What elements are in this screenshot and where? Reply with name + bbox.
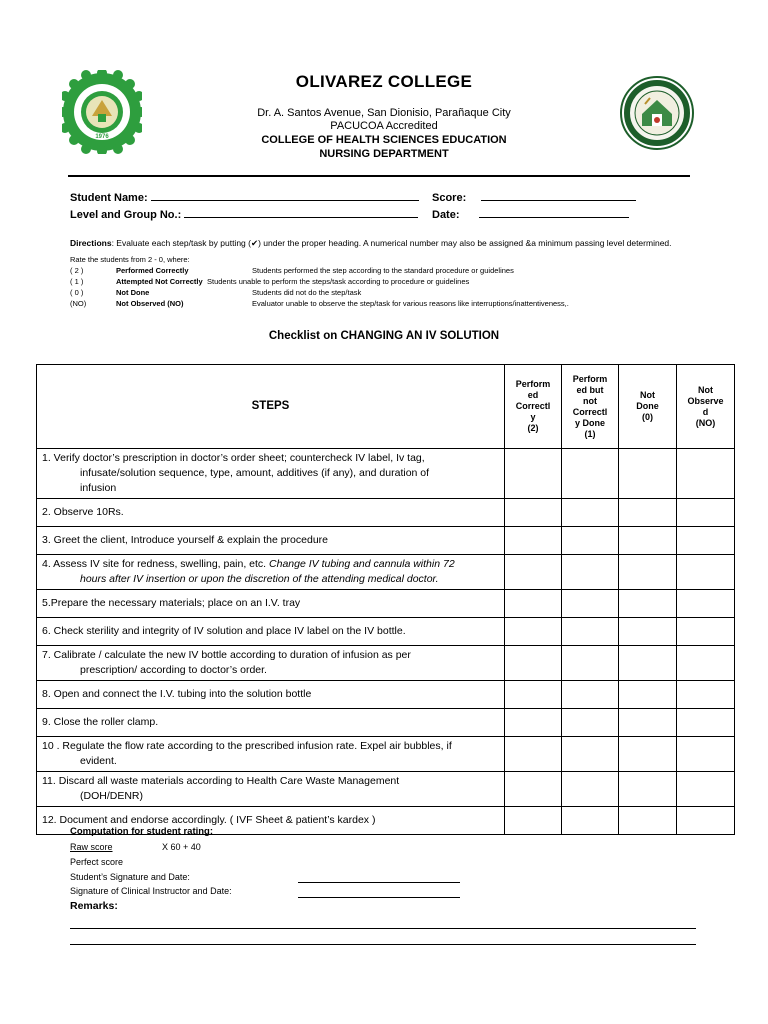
student-name-label: Student Name:: [70, 192, 148, 204]
instructor-signature-label: Signature of Clinical Instructor and Date:: [70, 886, 232, 896]
step-text: hours after IV insertion or upon the discretion of the attending medical doctor.: [80, 573, 439, 585]
header-line: (2): [527, 423, 539, 433]
step-text: 5.Prepare the necessary materials; place on an I.V. tray: [42, 597, 301, 609]
header-line: (1): [584, 428, 596, 439]
step-text: [42, 557, 498, 572]
step-text: 12. Document and endorse accordingly. ( IVF Sheet & patient’s kardex ): [42, 814, 376, 826]
steps-column-header: STEPS: [37, 365, 505, 449]
header-line: Done: [636, 401, 659, 411]
step-text: 9. Close the roller clamp.: [42, 716, 159, 728]
attempted-cell[interactable]: [562, 527, 619, 555]
not-done-cell[interactable]: [619, 681, 677, 709]
step-text: 3. Greet the client, Introduce yourself & explain the procedure: [42, 534, 328, 546]
step-text: infusion: [80, 482, 117, 494]
not-done-cell[interactable]: [619, 499, 677, 527]
directions: [70, 238, 710, 249]
not-done-cell[interactable]: [619, 555, 677, 590]
student-name-blank[interactable]: [151, 190, 419, 201]
attempted-cell[interactable]: [562, 618, 619, 646]
not-observed-cell[interactable]: [677, 737, 735, 772]
score-formula: X 60 + 40: [162, 842, 201, 852]
step-text: 1. Verify doctor’s prescription in doctor’s order sheet; countercheck IV label, Iv tag,: [42, 452, 425, 464]
step-text-italic: Change IV tubing and cannula within 72: [266, 558, 455, 570]
not-observed-column-header: [677, 365, 735, 449]
not-observed-cell[interactable]: [677, 807, 735, 835]
header-line: Not: [698, 384, 713, 395]
not-done-cell[interactable]: [619, 646, 677, 681]
header-line: ed but: [576, 384, 604, 395]
level-group-blank[interactable]: [184, 207, 418, 218]
step-text: (DOH/DENR): [80, 790, 143, 802]
remarks-label: Remarks:: [70, 900, 118, 912]
not-observed-cell[interactable]: [677, 772, 735, 807]
attempted-not-correctly-column-header: [562, 365, 619, 449]
not-observed-cell[interactable]: [677, 709, 735, 737]
table-row: [37, 527, 735, 555]
step-cell: [37, 681, 505, 709]
header-line: y: [530, 412, 536, 422]
student-signature-label: Student’s Signature and Date:: [70, 872, 190, 882]
attempted-cell[interactable]: [562, 772, 619, 807]
not-done-cell[interactable]: [619, 737, 677, 772]
seal-year: 1976: [95, 134, 109, 140]
performed-correctly-cell[interactable]: [505, 709, 562, 737]
table-row: [37, 772, 735, 807]
not-observed-cell[interactable]: [677, 681, 735, 709]
step-cell: [37, 590, 505, 618]
step-text: 10 . Regulate the flow rate according to the prescribed infusion rate. Expel air bubbles, if: [42, 740, 452, 752]
rating-label: Not Observed (NO): [116, 299, 184, 308]
step-cell: [37, 618, 505, 646]
rating-code: ( 0 ): [70, 288, 84, 297]
directions-text: : Evaluate each step/task by putting (✔) under the proper heading. A numerical number may also be assigned &a minimum passing level determined.: [111, 238, 672, 248]
level-group-label: Level and Group No.:: [70, 209, 182, 221]
checklist-table: [36, 364, 735, 835]
performed-correctly-column-header: [505, 365, 562, 449]
score-blank[interactable]: [481, 190, 636, 201]
not-done-cell[interactable]: [619, 618, 677, 646]
rating-description: Evaluator unable to observe the step/task for various reasons like interruptions/inattentiveness,.: [252, 299, 569, 308]
step-cell: [37, 499, 505, 527]
not-done-cell[interactable]: [619, 772, 677, 807]
performed-correctly-cell[interactable]: [505, 807, 562, 835]
header-line: Perform: [572, 373, 608, 384]
performed-correctly-cell[interactable]: [505, 618, 562, 646]
not-observed-cell[interactable]: [677, 449, 735, 499]
not-done-column-header: [619, 365, 677, 449]
directions-label: Directions: [70, 238, 112, 248]
attempted-cell[interactable]: [562, 499, 619, 527]
college-name: OLIVAREZ COLLEGE: [295, 72, 473, 91]
header-line: Correctl: [515, 401, 551, 411]
rating-description: Students unable to perform the steps/task according to procedure or guidelines: [207, 277, 470, 286]
step-cell: [37, 449, 505, 499]
department-name: NURSING DEPARTMENT: [319, 148, 449, 160]
attempted-cell[interactable]: [562, 646, 619, 681]
attempted-cell[interactable]: [562, 681, 619, 709]
table-row: [37, 590, 735, 618]
attempted-cell[interactable]: [562, 449, 619, 499]
table-row: [37, 449, 735, 499]
not-done-cell[interactable]: [619, 449, 677, 499]
score-label: Score:: [432, 192, 467, 204]
instructor-signature-line[interactable]: [298, 885, 460, 898]
step-cell: [37, 709, 505, 737]
table-row: [37, 681, 735, 709]
header-line: not: [583, 395, 597, 406]
step-cell: [37, 527, 505, 555]
performed-correctly-cell[interactable]: [505, 681, 562, 709]
rating-code: (NO): [70, 299, 87, 308]
step-text: evident.: [80, 755, 117, 767]
not-done-cell[interactable]: [619, 590, 677, 618]
table-row: [37, 555, 735, 590]
remarks-line[interactable]: [70, 916, 696, 929]
date-blank[interactable]: [479, 207, 629, 218]
performed-correctly-cell[interactable]: [505, 555, 562, 590]
step-cell: [37, 772, 505, 807]
step-cell: [37, 646, 505, 681]
not-observed-cell[interactable]: [677, 555, 735, 590]
step-text: 2. Observe 10Rs.: [42, 506, 124, 518]
rating-code: ( 2 ): [70, 266, 84, 275]
step-text: prescription/ according to doctor’s order.: [80, 664, 267, 676]
header-line: (NO): [695, 417, 716, 428]
level-group-field[interactable]: [70, 207, 418, 221]
not-observed-cell[interactable]: [677, 590, 735, 618]
not-observed-cell[interactable]: [677, 646, 735, 681]
header-divider: [68, 175, 690, 177]
step-text: 8. Open and connect the I.V. tubing into the solution bottle: [42, 688, 312, 700]
date-label: Date:: [432, 209, 460, 221]
attempted-cell[interactable]: [562, 709, 619, 737]
not-done-cell[interactable]: [619, 807, 677, 835]
rating-label: Not Done: [116, 288, 150, 297]
not-done-cell[interactable]: [619, 527, 677, 555]
performed-correctly-cell[interactable]: [505, 772, 562, 807]
table-row: [37, 709, 735, 737]
header-line: ed: [527, 390, 539, 400]
performed-correctly-cell[interactable]: [505, 646, 562, 681]
attempted-cell[interactable]: [562, 555, 619, 590]
rating-intro: Rate the students from 2 - 0, where:: [70, 255, 190, 264]
raw-score-label: Raw score: [70, 842, 113, 852]
rating-description: Students did not do the step/task: [252, 288, 362, 297]
student-name-field[interactable]: [70, 190, 419, 204]
step-cell: [37, 737, 505, 772]
table-row: [37, 737, 735, 772]
score-field[interactable]: [432, 190, 636, 204]
college-address: Dr. A. Santos Avenue, San Dionisio, Parañaque City: [257, 107, 511, 119]
rating-description: Students performed the step according to the standard procedure or guidelines: [252, 266, 514, 275]
step-cell: [37, 555, 505, 590]
table-row: [37, 618, 735, 646]
table-row: [37, 646, 735, 681]
step-text-regular: 4. Assess IV site for redness, swelling, pain, etc.: [42, 558, 267, 570]
step-text: infusate/solution sequence, type, amount, additives (if any), and duration of: [80, 467, 430, 479]
not-observed-cell[interactable]: [677, 499, 735, 527]
performed-correctly-cell[interactable]: [505, 499, 562, 527]
step-text: 7. Calibrate / calculate the new IV bottle according to duration of infusion as per: [42, 649, 411, 661]
computation-title: Computation for student rating:: [70, 826, 214, 837]
step-text: 6. Check sterility and integrity of IV solution and place IV label on the IV bottle.: [42, 625, 406, 637]
header-line: y Done: [574, 417, 605, 428]
performed-correctly-cell[interactable]: [505, 527, 562, 555]
not-observed-cell[interactable]: [677, 618, 735, 646]
perfect-score-label: Perfect score: [70, 857, 124, 867]
checklist-header-row: [37, 365, 735, 449]
attempted-cell[interactable]: [562, 737, 619, 772]
checklist-title: Checklist on CHANGING AN IV SOLUTION: [268, 330, 500, 342]
header-line: Correctl: [572, 406, 608, 417]
performed-correctly-cell[interactable]: [505, 737, 562, 772]
header-line: d: [702, 406, 709, 417]
not-observed-cell[interactable]: [677, 527, 735, 555]
attempted-cell[interactable]: [562, 590, 619, 618]
table-row: [37, 499, 735, 527]
header-line: (0): [642, 412, 653, 422]
performed-correctly-cell[interactable]: [505, 590, 562, 618]
header-line: Observe: [687, 395, 724, 406]
attempted-cell[interactable]: [562, 807, 619, 835]
performed-correctly-cell[interactable]: [505, 449, 562, 499]
student-signature-line[interactable]: [298, 870, 460, 883]
accreditation: PACUCOA Accredited: [330, 120, 438, 132]
rating-label: Attempted Not Correctly: [116, 277, 203, 286]
rating-label: Performed Correctly: [116, 266, 189, 275]
not-done-cell[interactable]: [619, 709, 677, 737]
header-line: Not: [640, 390, 655, 400]
date-field[interactable]: [432, 207, 629, 221]
header-line: Perform: [515, 379, 551, 389]
remarks-line[interactable]: [70, 932, 696, 945]
college-unit: COLLEGE OF HEALTH SCIENCES EDUCATION: [261, 134, 507, 146]
step-text: 11. Discard all waste materials according to Health Care Waste Management: [42, 775, 400, 787]
rating-code: ( 1 ): [70, 277, 84, 286]
